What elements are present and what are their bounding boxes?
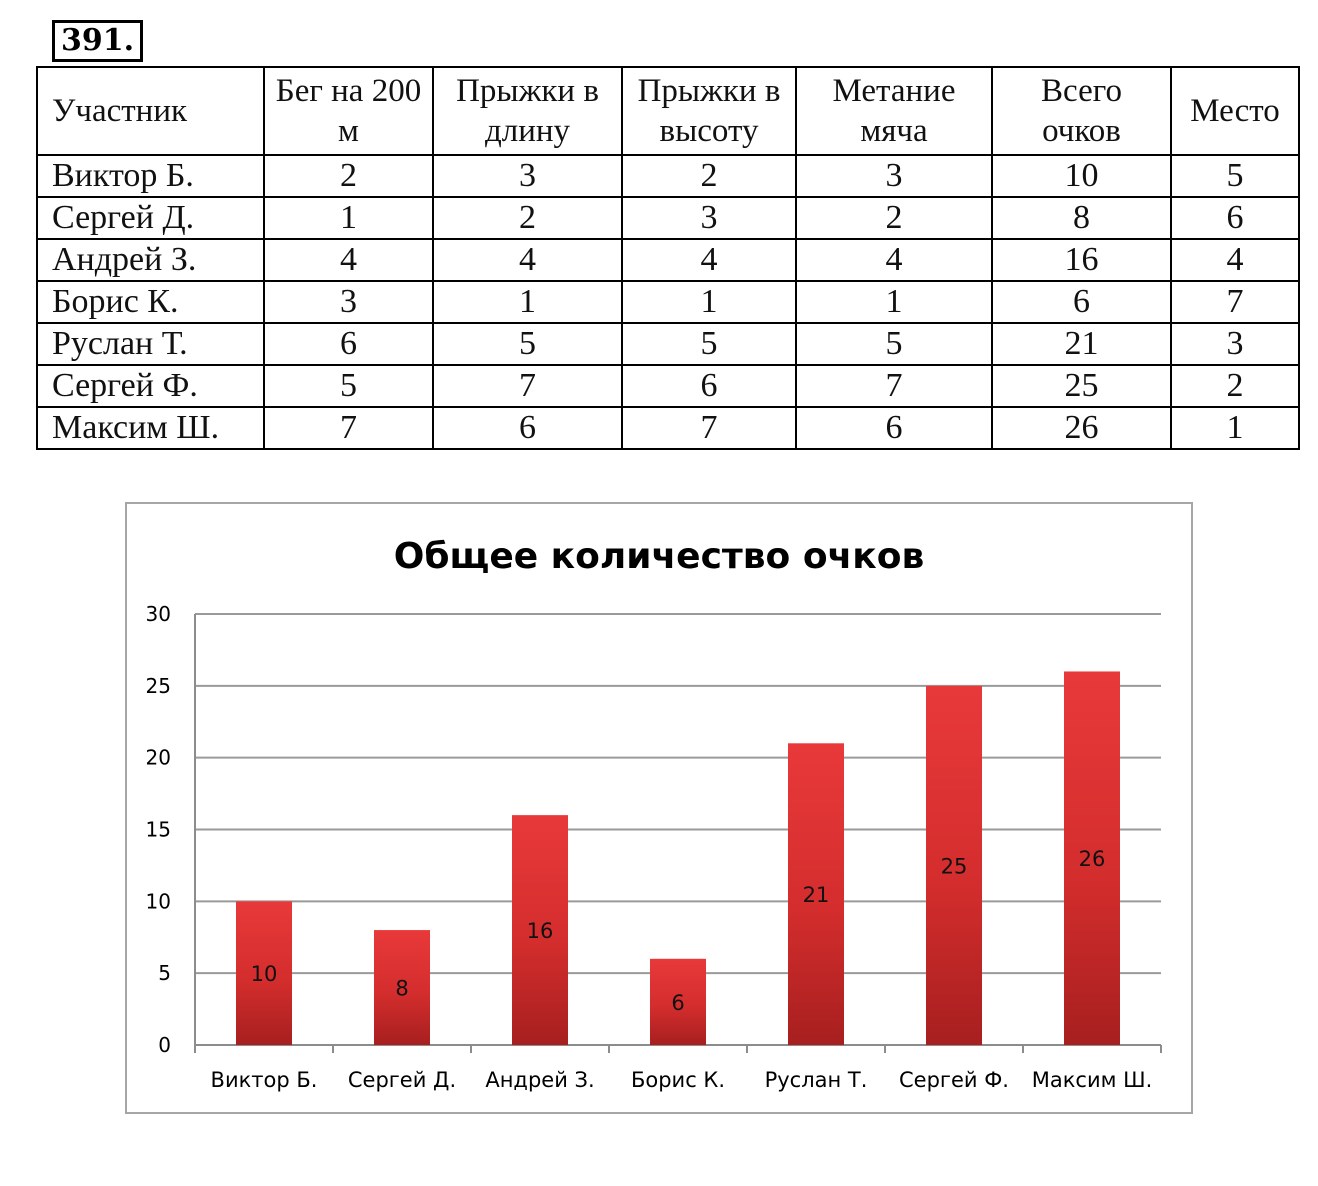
chart-title: Общее количество очков (393, 536, 925, 577)
score-cell: 4 (622, 239, 796, 281)
bar-value-label: 21 (802, 883, 830, 908)
header-total-points: Всего очков (992, 67, 1171, 155)
score-cell: 6 (1171, 197, 1299, 239)
table-row (37, 239, 1299, 281)
score-cell: 2 (433, 197, 622, 239)
participant-name-cell: Руслан Т. (37, 323, 264, 365)
bar-value-label: 26 (1078, 847, 1106, 872)
task-number: 391. (52, 20, 143, 62)
score-cell: 5 (264, 365, 433, 407)
score-cell: 3 (622, 197, 796, 239)
header-long-jump: Прыжки в длину (433, 67, 622, 155)
header-ball-throw: Метание мяча (796, 67, 992, 155)
participant-name-cell: Максим Ш. (37, 407, 264, 449)
score-cell: 1 (1171, 407, 1299, 449)
table-row (37, 407, 1299, 449)
score-cell: 7 (796, 365, 992, 407)
bar-value-label: 8 (395, 976, 409, 1001)
score-cell: 8 (992, 197, 1171, 239)
y-tick-label: 20 (145, 745, 171, 770)
x-category-label: Борис К. (630, 1068, 726, 1092)
participant-name-cell: Виктор Б. (37, 155, 264, 197)
score-cell: 2 (796, 197, 992, 239)
x-category-label: Виктор Б. (210, 1068, 318, 1092)
score-cell: 4 (1171, 239, 1299, 281)
score-cell: 7 (622, 407, 796, 449)
score-cell: 6 (796, 407, 992, 449)
header-participant: Участник (37, 67, 264, 155)
score-cell: 1 (433, 281, 622, 323)
x-category-label: Руслан Т. (764, 1068, 868, 1092)
bar-value-label: 16 (526, 919, 554, 944)
score-cell: 1 (796, 281, 992, 323)
score-cell: 6 (622, 365, 796, 407)
score-cell: 16 (992, 239, 1171, 281)
score-cell: 10 (992, 155, 1171, 197)
bar-value-label: 6 (671, 990, 685, 1015)
score-cell: 7 (264, 407, 433, 449)
score-cell: 3 (264, 281, 433, 323)
participant-name-cell: Андрей З. (37, 239, 264, 281)
score-cell: 4 (433, 239, 622, 281)
table-row (37, 365, 1299, 407)
results-table (36, 66, 1300, 450)
score-cell: 5 (796, 323, 992, 365)
participant-name-cell: Сергей Ф. (37, 365, 264, 407)
table-row (37, 155, 1299, 197)
score-cell: 1 (264, 197, 433, 239)
y-tick-label: 0 (158, 1033, 171, 1057)
score-cell: 6 (264, 323, 433, 365)
y-tick-label: 30 (145, 602, 171, 626)
table-header-row (37, 67, 1299, 155)
participant-name-cell: Борис К. (37, 281, 264, 323)
header-place: Место (1171, 67, 1299, 155)
score-cell: 2 (1171, 365, 1299, 407)
score-cell: 4 (264, 239, 433, 281)
bar-value-label: 25 (940, 854, 968, 879)
participant-name-cell: Сергей Д. (37, 197, 264, 239)
total-points-chart (127, 504, 1191, 1112)
score-cell: 2 (264, 155, 433, 197)
header-high-jump: Прыжки в высоту (622, 67, 796, 155)
x-category-label: Максим Ш. (1031, 1068, 1153, 1092)
x-category-label: Сергей Ф. (899, 1068, 1009, 1092)
score-cell: 5 (1171, 155, 1299, 197)
score-cell: 6 (433, 407, 622, 449)
table-row (37, 323, 1299, 365)
score-cell: 7 (433, 365, 622, 407)
score-cell: 6 (992, 281, 1171, 323)
bar-value-label: 10 (250, 962, 278, 987)
score-cell: 7 (1171, 281, 1299, 323)
score-cell: 2 (622, 155, 796, 197)
score-cell: 3 (1171, 323, 1299, 365)
chart-container (125, 502, 1193, 1114)
x-category-label: Сергей Д. (347, 1068, 457, 1092)
score-cell: 5 (622, 323, 796, 365)
score-cell: 1 (622, 281, 796, 323)
score-cell: 25 (992, 365, 1171, 407)
score-cell: 5 (433, 323, 622, 365)
score-cell: 3 (796, 155, 992, 197)
table-row (37, 197, 1299, 239)
score-cell: 21 (992, 323, 1171, 365)
y-tick-label: 25 (145, 673, 171, 698)
y-tick-label: 10 (145, 889, 171, 914)
score-cell: 4 (796, 239, 992, 281)
score-cell: 3 (433, 155, 622, 197)
x-category-label: Андрей З. (485, 1068, 595, 1092)
y-tick-label: 5 (158, 961, 171, 986)
table-row (37, 281, 1299, 323)
score-cell: 26 (992, 407, 1171, 449)
header-run-200m: Бег на 200 м (264, 67, 433, 155)
y-tick-label: 15 (145, 817, 171, 842)
